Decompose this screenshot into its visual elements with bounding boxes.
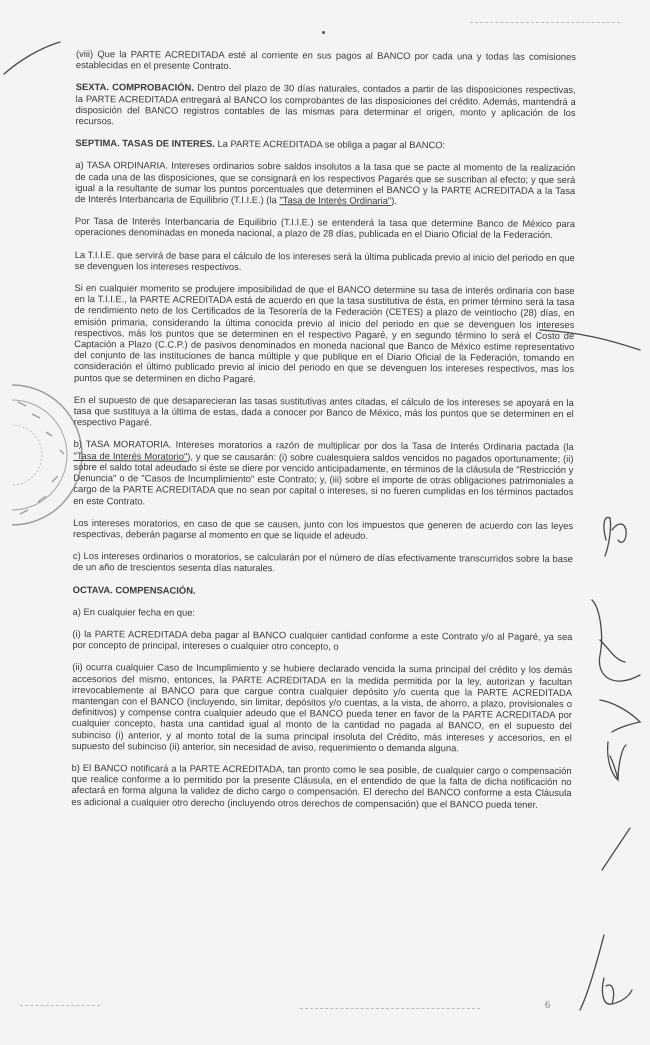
- signature-mark-4: [608, 742, 626, 780]
- clause-sexta: [76, 81, 576, 129]
- defined-term-tasa-moratoria: "Tasa de Interés Moratorio": [73, 449, 188, 462]
- signature-mark-3: [600, 700, 640, 732]
- margin-line-left: [4, 42, 60, 74]
- octava-a: a) En cualquier fecha en que:: [72, 605, 196, 618]
- tiie-base: La T.I.I.E. que servirá de base para el cálculo de los intereses será la última publicada previo al inicio del periodo en que se devenguen los intereses respectivos.: [74, 248, 575, 272]
- tasa-moratoria-end: ), y que se causarán: (i) sobre cualesquiera saldos vencidos no pagados oportunamente; (ii) sobre el saldo total adeudado si éste se diere por vencido anticipadamente, en términos de la cláusula de "Restricción y Denuncia" o de "Casos de Incumplimiento" este Contrato; y, (iii) sobre el importe de otras obligaciones patrimoniales a cargo de la PARTE ACREDITADA que no sean por capital o intereses, si no fueren cumplidas en los términos pactados en este Contrato.: [73, 450, 574, 506]
- clause-heading-octava: OCTAVA. COMPENSACIÓN.: [72, 583, 196, 596]
- clause-septima-body: La PARTE ACREDITADA se obliga a pagar al BANCO:: [214, 138, 446, 151]
- clause-heading-septima: SEPTIMA. TASAS DE INTERES.: [75, 137, 215, 150]
- tasa-moratoria: [73, 438, 573, 508]
- tasa-sustitutiva: Si en cualquier momento se produjere imposibilidad de que el BANCO determine su tasa de interés ordinaria con base en la T.I.I.E., la PARTE ACREDITADA está de acuerdo en que la tasa sustitutiva de ésta, en primer término será la tasa de rendimiento neto de los Certificados de la Tesorería de la Federación (CETES) a plazo de veintiocho (28) días, en emisión primaria, considerando la última conocida previo al inicio del periodo en que se devenguen los intereses respectivos, más los puntos que se determinen en el respectivo Pagaré, y en segundo término lo será el Costo de Captación a Plazo (C.C.P.) de pasivos denominados en moneda nacional que Banco de México estime representativo del conjunto de las instituciones de banca múltiple y que publique en el Diario Oficial de la Federación, tomando en consideración el último publicado previo al inicio del periodo en que se devenguen los intereses respectivos, mas los puntos que se determinen en dicho Pagaré.: [73, 282, 575, 384]
- page-number: 6: [545, 1000, 550, 1011]
- clause-heading-sexta: SEXTA. COMPROBACIÓN.: [75, 81, 194, 94]
- tiie-definition: Por Tasa de Interés Interbancaria de Equilibrio (T.I.I.E.) se entenderá la tasa que determine Banco de México para operaciones denominadas en moneda nacional, a plazo de 28 días, publicada en el Diario Oficial de la Federación.: [74, 215, 575, 241]
- ink-dot: [322, 31, 325, 34]
- scan-artifact-line: [20, 1005, 100, 1006]
- scan-artifact-line: [300, 1008, 480, 1009]
- clause-sexta-body: Dentro del plazo de 30 días naturales, contados a partir de las disposiciones respectivas, la PARTE ACREDITADA entregará al BANCO los comprobantes de las disposiciones del crédito. Además, mantendrá a disposición del BANCO registros contables de las mismas para determinar el origen, monto y aplicación de los recursos.: [75, 82, 576, 127]
- tasa-ordinaria: [75, 159, 575, 207]
- clause-septima: [75, 137, 575, 151]
- notary-seal: [12, 380, 90, 530]
- tasa-moratoria-text: b) TASA MORATORIA. Intereses moratorios a razón de multiplicar por dos la Tasa de Interés Ordinaria pactada (la: [73, 438, 574, 453]
- signature-mark-6: [602, 978, 632, 1004]
- signature-mark-2: [592, 600, 640, 681]
- signature-mark-5: [580, 828, 630, 1010]
- moratorios-impuestos: Los intereses moratorios, en caso de que se causen, junto con los impuestos que generen de acuerdo con las leyes respectivas, deberán pagarse al momento en que se liquide el adeudo.: [73, 516, 574, 541]
- paragraph-viii: (viii) Que la PARTE ACREDITADA esté al corriente en sus pagos al BANCO por cada una y todas las comisiones establecidas en el presente Contrato.: [75, 48, 576, 72]
- scan-artifact-line: [470, 22, 620, 23]
- tasas-desaparecieran: En el supuesto de que desaparecieran las tasas sustitutivas antes citadas, el cálculo de los intereses se apoyará en la tasa que sustituya a la última de estas, dada a conocer por Banco de México, más los puntos que se determinen en el respectivo Pagaré.: [73, 393, 574, 428]
- octava-i: (i) la PARTE ACREDITADA deba pagar al BANCO cualquier cantidad conforme a este Contrato y/o al Pagaré, ya sea por concepto de principal, intereses o cualquier otro concepto, o: [72, 627, 573, 652]
- defined-term-tasa-ordinaria: "Tasa de Interés Ordinaria": [279, 194, 392, 206]
- signature-mark-1: [604, 517, 626, 556]
- octava-b: b) El BANCO notificará a la PARTE ACREDITADA, tan pronto como le sea posible, de cualquier cargo o compensación que realice conforme a lo permitido por la presente Cláusula, en el entendido de que la falta de dicha notificación no afectará en forma alguna la validez de dicho cargo o compensación. El derecho del BANCO conforme a esta Cláusula es adicional a cualquier otro derecho (incluyendo otros derechos de compensación) que el BANCO pueda tener.: [71, 761, 572, 810]
- contract-text: [71, 48, 576, 821]
- calculo-intereses: c) Los intereses ordinarios o moratorios, se calcularán por el número de días efectivamente transcurridos sobre la base de un año de trescientos sesenta días naturales.: [72, 550, 573, 574]
- tasa-ordinaria-end: ).: [391, 194, 398, 206]
- octava-ii: (ii) ocurra cualquier Caso de Incumplimiento y se hubiere declarado vencida la suma principal del crédito y los demás accesorios del mismo, entonces, la PARTE ACREDITADA en la medida permitida por la ley, autorizan y facultan irrevocablemente al BANCO para que cargue contra cualquier depósito y/o cuenta que la PARTE ACREDITADA mantengan con el BANCO (incluyendo, sin limitar, depósitos y/o cuentas, a la vista, de ahorro, a plazo, provisionales o definitivos) y compense contra cualquier adeudo que el BANCO pueda tener en favor de la PARTE ACREDITADA por cualquier concepto, hasta una cantidad igual al monto de la cantidad no pagada al BANCO, en el supuesto del subinciso (i) anterior, y al monto total de la suma principal insoluta del Crédito, más intereses y accesorios, en el supuesto del subinciso (ii) anterior, sin necesidad de aviso, requerimiento o demanda alguna.: [71, 661, 573, 754]
- tasa-ordinaria-text: a) TASA ORDINARIA. Intereses ordinarios sobre saldos insolutos a la tasa que se pacte al momento de la realización de cada una de las disposiciones, que se consignará en los respectivos Pagarés que se suscriban al efecto; y que será igual a la resultante de sumar los puntos porcentuales que determinen el BANCO y la PARTE ACREDITADA a la Tasa de Interés Interbancaria de Equilibrio (T.I.I.E.) (la: [75, 159, 576, 206]
